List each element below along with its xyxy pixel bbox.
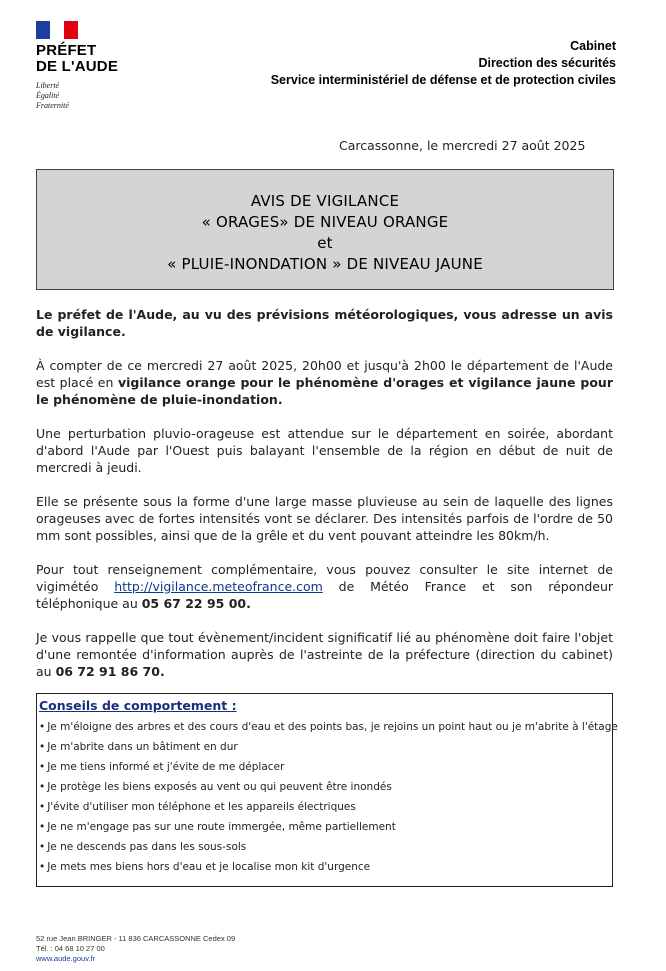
logo-name-line1: PRÉFET <box>36 42 97 59</box>
prefecture-phone: 06 72 91 86 70. <box>55 664 165 679</box>
bullet-icon: • <box>39 761 46 773</box>
footer-phone: Tél. : 04 68 10 27 00 <box>36 944 105 953</box>
advice-item-text: Je mets mes biens hors d'eau et je localise mon kit d'urgence <box>47 861 371 873</box>
intensity-paragraph: Elle se présente sous la forme d'une large masse pluvieuse au sein de laquelle des lignes orageuses avec de fortes intensités vont se déclarer. Des intensités parfois de l'ordre de 50 mm sont possibles, ainsi que de la grêle et du vent pouvant atteindre les 80km/h. <box>36 494 613 543</box>
advice-item <box>39 757 608 777</box>
title-line1: AVIS DE VIGILANCE <box>250 192 400 210</box>
prefecture-logo <box>36 21 118 111</box>
advice-item-text: J'évite d'utiliser mon téléphone et les appareils électriques <box>47 801 356 813</box>
motto-liberte: Liberté <box>36 81 60 90</box>
bullet-icon: • <box>39 801 46 813</box>
title-line4: « PLUIE-INONDATION » DE NIVEAU JAUNE <box>167 255 483 273</box>
notice-body <box>36 306 613 697</box>
advice-item-text: Je me tiens informé et j'évite de me déplacer <box>47 761 285 773</box>
republic-motto <box>36 81 118 111</box>
bullet-icon: • <box>39 841 46 853</box>
advice-item <box>39 817 608 837</box>
info-paragraph <box>36 561 613 612</box>
vigilance-period-paragraph <box>36 357 613 408</box>
vigilance-link[interactable]: http://vigilance.meteofrance.com <box>114 579 323 594</box>
reminder-text: Je vous rappelle que tout évènement/incident significatif lié au phénomène doit faire l'objet d'une remontée d'information auprès de l'astreinte de la préfecture (direction du cabinet) au <box>36 630 613 679</box>
footer-address: 52 rue Jean BRINGER - 11 836 CARCASSONNE Cedex 09 <box>36 934 236 943</box>
logo-name <box>36 43 118 75</box>
footer-website-link[interactable]: www.aude.gouv.fr <box>36 954 96 963</box>
advice-item <box>39 737 608 757</box>
footer <box>36 934 235 964</box>
logo-name-line2: DE L'AUDE <box>36 58 119 75</box>
perturbation-paragraph: Une perturbation pluvio-orageuse est attendue sur le département en soirée, abordant d'abord l'Aude par l'Ouest puis balayant l'ensemble de la région en début de nuit de mercredi à jeudi. <box>36 426 613 475</box>
period-text: À compter de ce mercredi 27 août 2025, 20h00 et jusqu'à 2h00 le département de l'Aude est placé en <box>36 358 613 390</box>
bullet-icon: • <box>39 821 46 833</box>
advice-item-text: Je ne descends pas dans les sous-sols <box>47 841 247 853</box>
bullet-icon: • <box>39 861 46 873</box>
intro-paragraph: Le préfet de l'Aude, au vu des prévisions météorologiques, vous adresse un avis de vigilance. <box>36 307 613 339</box>
advice-item-text: Je m'abrite dans un bâtiment en dur <box>47 741 238 753</box>
advice-box <box>36 693 618 887</box>
bullet-icon: • <box>39 781 46 793</box>
bullet-icon: • <box>39 741 46 753</box>
advice-item-text: Je ne m'engage pas sur une route immergée, même partiellement <box>47 821 396 833</box>
bullet-icon: • <box>39 721 46 733</box>
info-text: Pour tout renseignement complémentaire, vous pouvez consulter le site internet de vigimétéo <box>36 562 613 594</box>
title-line2: « ORAGES» DE NIVEAU ORANGE <box>201 213 449 231</box>
french-flag-icon <box>36 21 78 39</box>
date-line: Carcassonne, le mercredi 27 août 2025 <box>339 138 586 153</box>
advice-item-text: Je m'éloigne des arbres et des cours d'eau et des points bas, je rejoins un point haut ou je m'abrite à l'étage <box>47 721 618 733</box>
advice-title: Conseils de comportement : <box>39 698 237 713</box>
motto-fraternite: Fraternité <box>36 101 69 110</box>
reminder-paragraph <box>36 629 613 680</box>
header-service: Service interministériel de défense et de protection civiles <box>270 73 616 87</box>
advice-item <box>39 857 608 877</box>
advice-item <box>39 837 608 857</box>
advice-item-text: Je protège les biens exposés au vent ou qui peuvent être inondés <box>47 781 392 793</box>
meteo-phone: 05 67 22 95 00. <box>141 596 251 611</box>
motto-egalite: Égalité <box>36 91 60 100</box>
advice-item <box>39 717 618 737</box>
vigilance-levels-text: vigilance orange pour le phénomène d'orages et vigilance jaune pour le phénomène de pluie-inondation. <box>36 375 613 407</box>
advice-item <box>39 777 608 797</box>
header-direction: Direction des sécurités <box>478 56 616 70</box>
info-text-middle: de Météo France et son répondeur téléphonique au <box>36 579 614 611</box>
advice-item <box>39 797 608 817</box>
issuing-service-header <box>271 38 616 89</box>
title-line3: et <box>317 234 333 252</box>
header-cabinet: Cabinet <box>570 39 616 53</box>
advice-list <box>39 717 618 877</box>
alert-title-box <box>36 169 614 290</box>
